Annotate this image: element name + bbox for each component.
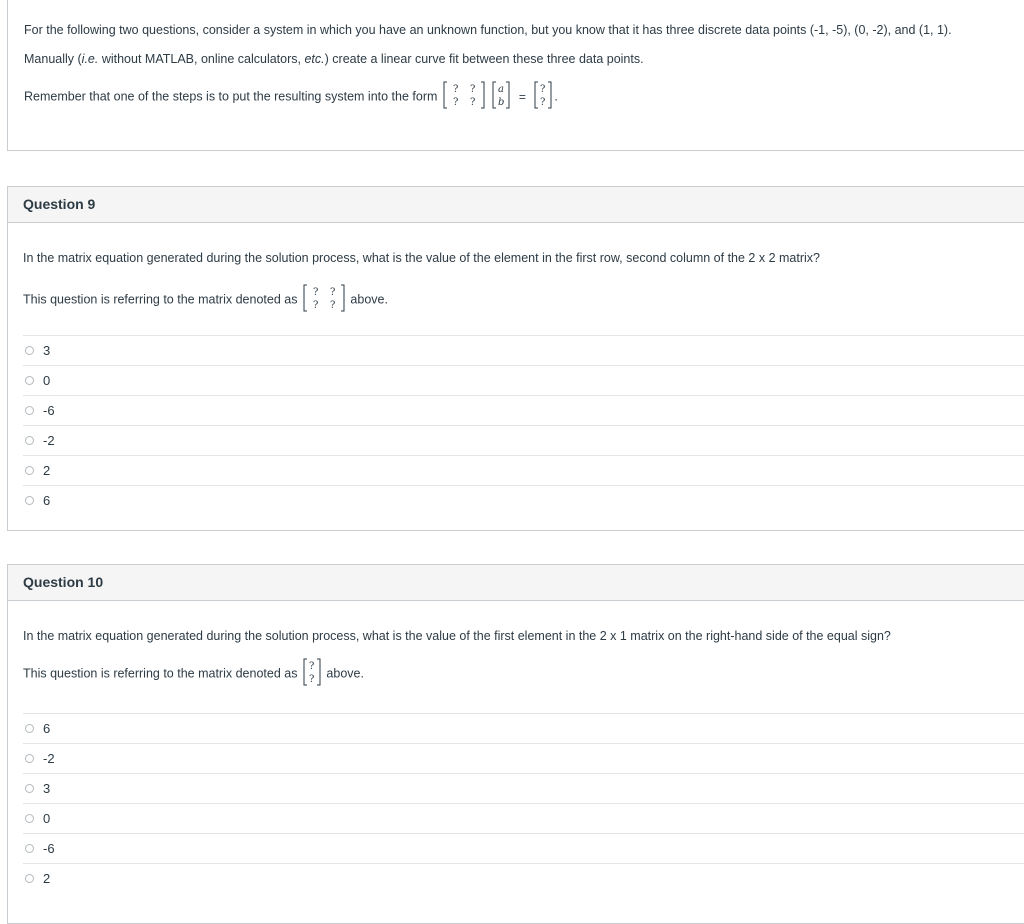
- answer-option[interactable]: -2: [23, 743, 1024, 773]
- answer-option[interactable]: 0: [23, 803, 1024, 833]
- radio-button[interactable]: [25, 346, 34, 355]
- svg-text:?: ?: [540, 84, 546, 95]
- answer-option[interactable]: 6: [23, 713, 1024, 743]
- question-reference: This question is referring to the matrix denoted as ? ? ? ? above.: [23, 283, 388, 316]
- svg-text:?: ?: [312, 300, 319, 311]
- svg-text:?: ?: [308, 674, 315, 685]
- reference-matrix: [302, 283, 346, 316]
- radio-button[interactable]: [25, 406, 34, 415]
- form-period: .: [554, 89, 558, 104]
- svg-text:?: ?: [469, 97, 476, 108]
- question-10: [7, 564, 1024, 924]
- question-reference: This question is referring to the matrix denoted as ? ? above.: [23, 657, 364, 690]
- form-unknowns-vector: [491, 80, 511, 113]
- svg-text:?: ?: [308, 661, 315, 672]
- answer-list: [23, 335, 1024, 515]
- radio-button[interactable]: [25, 724, 34, 733]
- answer-option[interactable]: -2: [23, 425, 1024, 455]
- svg-text:a: a: [498, 84, 505, 95]
- form-rhs-vector: [533, 80, 553, 113]
- answer-option[interactable]: 3: [23, 773, 1024, 803]
- svg-text:?: ?: [452, 84, 459, 95]
- intro-panel: [7, 0, 1024, 151]
- answer-option[interactable]: 2: [23, 863, 1024, 893]
- form-coefficient-matrix: [442, 80, 486, 113]
- question-title: Question 9: [8, 187, 1024, 223]
- radio-button[interactable]: [25, 754, 34, 763]
- answer-option[interactable]: 3: [23, 335, 1024, 365]
- intro-line-2: Manually (i.e. without MATLAB, online calculators, etc.) create a linear curve fit between these three data points.: [24, 52, 644, 66]
- svg-text:?: ?: [329, 300, 336, 311]
- svg-text:?: ?: [540, 97, 546, 108]
- svg-text:?: ?: [469, 84, 476, 95]
- radio-button[interactable]: [25, 436, 34, 445]
- svg-text:?: ?: [312, 287, 319, 298]
- radio-button[interactable]: [25, 814, 34, 823]
- question-9: [7, 186, 1024, 531]
- intro-line-1: For the following two questions, consider a system in which you have an unknown function, but you know that it has three discrete data points (-1, -5), (0, -2), and (1, 1).: [24, 23, 952, 37]
- svg-text:?: ?: [452, 97, 459, 108]
- svg-text:b: b: [498, 97, 505, 108]
- svg-text:?: ?: [329, 287, 336, 298]
- answer-option[interactable]: -6: [23, 833, 1024, 863]
- question-text: In the matrix equation generated during the solution process, what is the value of the first element in the 2 x 1 matrix on the right-hand side of the equal sign?: [23, 629, 891, 643]
- radio-button[interactable]: [25, 844, 34, 853]
- answer-option[interactable]: 6: [23, 485, 1024, 515]
- radio-button[interactable]: [25, 784, 34, 793]
- reference-matrix: [302, 657, 322, 690]
- answer-list: [23, 713, 1024, 893]
- question-title: Question 10: [8, 565, 1024, 601]
- answer-option[interactable]: 0: [23, 365, 1024, 395]
- answer-option[interactable]: 2: [23, 455, 1024, 485]
- radio-button[interactable]: [25, 466, 34, 475]
- answer-option[interactable]: -6: [23, 395, 1024, 425]
- intro-line-3: Remember that one of the steps is to put the resulting system into the form ? ? ? ? a b = ? ? .: [24, 80, 558, 113]
- equals-sign: =: [518, 89, 526, 104]
- radio-button[interactable]: [25, 376, 34, 385]
- radio-button[interactable]: [25, 496, 34, 505]
- question-text: In the matrix equation generated during the solution process, what is the value of the element in the first row, second column of the 2 x 2 matrix?: [23, 251, 820, 265]
- radio-button[interactable]: [25, 874, 34, 883]
